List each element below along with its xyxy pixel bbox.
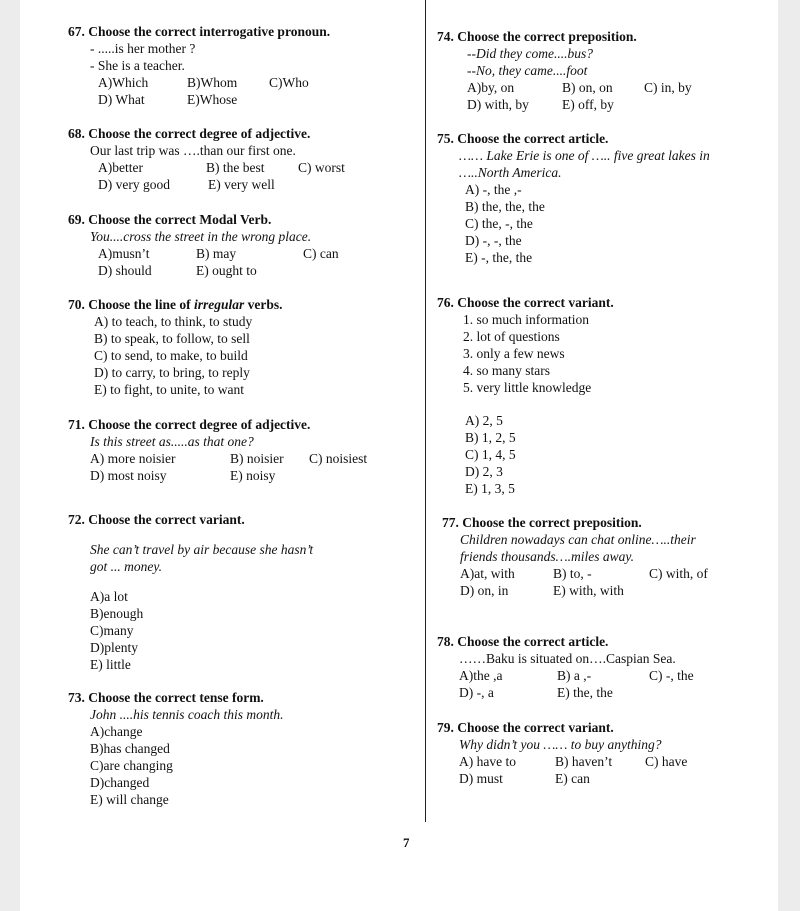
option: B)enough xyxy=(90,606,144,621)
option: B) haven’t xyxy=(555,754,613,769)
option: C) worst xyxy=(298,160,345,175)
option: A) have to xyxy=(459,754,516,769)
question-text: Why didn’t you …… to buy anything? xyxy=(459,737,662,752)
option: A) to teach, to think, to study xyxy=(94,314,253,329)
question-text: --No, they came....foot xyxy=(467,63,588,78)
option: A)a lot xyxy=(90,589,128,604)
option: C) have xyxy=(645,754,688,769)
page-number: 7 xyxy=(403,835,410,850)
option: E) noisy xyxy=(230,468,276,483)
list-item: 3. only a few news xyxy=(463,346,565,361)
option: E) very well xyxy=(208,177,275,192)
question-text: Our last trip was ….than our first one. xyxy=(90,143,296,158)
option: D) to carry, to bring, to reply xyxy=(94,365,250,380)
question-title: 76. Choose the correct variant. xyxy=(437,295,614,310)
question-title: 77. Choose the correct preposition. xyxy=(442,515,642,530)
option: E) with, with xyxy=(553,583,624,598)
option: D) with, by xyxy=(467,97,529,112)
question-text: Children nowadays can chat online…..their xyxy=(460,532,696,547)
question-70 xyxy=(68,296,283,398)
question-title: 68. Choose the correct degree of adjective. xyxy=(68,126,311,141)
option: B) the best xyxy=(206,160,265,175)
option: C) -, the xyxy=(649,668,694,683)
option: B) the, the, the xyxy=(465,199,545,214)
question-title: 78. Choose the correct article. xyxy=(437,634,609,649)
option: A)Which xyxy=(98,75,149,90)
option: B) may xyxy=(196,246,237,261)
option: D) very good xyxy=(98,177,170,192)
option: C)are changing xyxy=(90,758,173,773)
question-79 xyxy=(437,719,688,787)
question-text: ……Baku is situated on….Caspian Sea. xyxy=(459,651,676,666)
option: D) on, in xyxy=(460,583,509,598)
option: C) 1, 4, 5 xyxy=(465,447,516,462)
option: B) to speak, to follow, to sell xyxy=(94,331,250,346)
question-text: friends thousands….miles away. xyxy=(460,549,635,564)
option: C)Who xyxy=(269,75,309,90)
option: E) can xyxy=(555,771,590,786)
option: A) -, the ,- xyxy=(465,182,522,197)
question-title: 71. Choose the correct degree of adjective. xyxy=(68,417,311,432)
question-title: 74. Choose the correct preposition. xyxy=(437,29,637,44)
option: E) to fight, to unite, to want xyxy=(94,382,244,397)
option: C) in, by xyxy=(644,80,692,95)
option: C) noisiest xyxy=(309,451,368,466)
option: E) the, the xyxy=(557,685,613,700)
question-67 xyxy=(68,23,330,108)
option: B) on, on xyxy=(562,80,613,95)
question-text: - .....is her mother ? xyxy=(90,41,196,56)
list-item: 5. very little knowledge xyxy=(463,380,592,395)
option: B) 1, 2, 5 xyxy=(465,430,516,445)
option: A) 2, 5 xyxy=(465,413,503,428)
option: D) 2, 3 xyxy=(465,464,503,479)
option: C)many xyxy=(90,623,134,638)
question-title: 75. Choose the correct article. xyxy=(437,131,609,146)
option: A)the ,a xyxy=(459,668,503,683)
list-item: 2. lot of questions xyxy=(463,329,560,344)
question-73 xyxy=(68,689,283,808)
option: D) should xyxy=(98,263,152,278)
option: B) noisier xyxy=(230,451,284,466)
question-text: You....cross the street in the wrong place. xyxy=(90,229,312,244)
question-text: got ... money. xyxy=(90,559,162,574)
question-text: --Did they come....bus? xyxy=(467,46,593,61)
option: B)Whom xyxy=(187,75,238,90)
option: B) a ,- xyxy=(557,668,592,683)
option: D) must xyxy=(459,771,503,786)
option: A)by, on xyxy=(467,80,515,95)
option: D)changed xyxy=(90,775,150,790)
question-77 xyxy=(442,514,708,599)
list-item: 1. so much information xyxy=(463,312,589,327)
question-text: She can’t travel by air because she hasn’t xyxy=(90,542,314,557)
question-69 xyxy=(68,211,339,279)
option: E) will change xyxy=(90,792,169,807)
option: A)at, with xyxy=(460,566,515,581)
option: C) can xyxy=(303,246,339,261)
question-text: - She is a teacher. xyxy=(90,58,185,73)
option: E) little xyxy=(90,657,131,672)
option: C) the, -, the xyxy=(465,216,533,231)
document-page xyxy=(20,0,778,911)
option: E)Whose xyxy=(187,92,238,107)
option: C) to send, to make, to build xyxy=(94,348,248,363)
question-title: 72. Choose the correct variant. xyxy=(68,512,245,527)
option: E) -, the, the xyxy=(465,250,533,265)
question-71 xyxy=(68,416,368,484)
option: A)musn’t xyxy=(98,246,150,261)
option: E) 1, 3, 5 xyxy=(465,481,515,496)
option: A)change xyxy=(90,724,143,739)
question-75 xyxy=(437,130,710,266)
option: E) ought to xyxy=(196,263,257,278)
option: B)has changed xyxy=(90,741,170,756)
option: D) What xyxy=(98,92,145,107)
option: B) to, - xyxy=(553,566,592,581)
question-title: 69. Choose the correct Modal Verb. xyxy=(68,212,272,227)
option: D) most noisy xyxy=(90,468,167,483)
column-divider xyxy=(425,0,426,822)
question-text: …..North America. xyxy=(459,165,562,180)
question-74 xyxy=(437,28,692,113)
option: D) -, a xyxy=(459,685,494,700)
option: D) -, -, the xyxy=(465,233,522,248)
question-76 xyxy=(437,294,614,497)
question-text: John ....his tennis coach this month. xyxy=(90,707,284,722)
option: E) off, by xyxy=(562,97,614,112)
list-item: 4. so many stars xyxy=(463,363,550,378)
option: A)better xyxy=(98,160,143,175)
question-72 xyxy=(68,511,313,673)
question-title: 79. Choose the correct variant. xyxy=(437,720,614,735)
question-title: 73. Choose the correct tense form. xyxy=(68,690,264,705)
question-title: 67. Choose the correct interrogative pronoun. xyxy=(68,24,331,39)
option: A) more noisier xyxy=(90,451,176,466)
question-68 xyxy=(68,125,345,193)
question-text: …… Lake Erie is one of ….. five great lakes in xyxy=(459,148,710,163)
option: D)plenty xyxy=(90,640,138,655)
question-78 xyxy=(437,633,694,701)
option: C) with, of xyxy=(649,566,708,581)
question-text: Is this street as.....as that one? xyxy=(90,434,254,449)
question-title: 70. Choose the line of irregular verbs. xyxy=(68,297,283,312)
